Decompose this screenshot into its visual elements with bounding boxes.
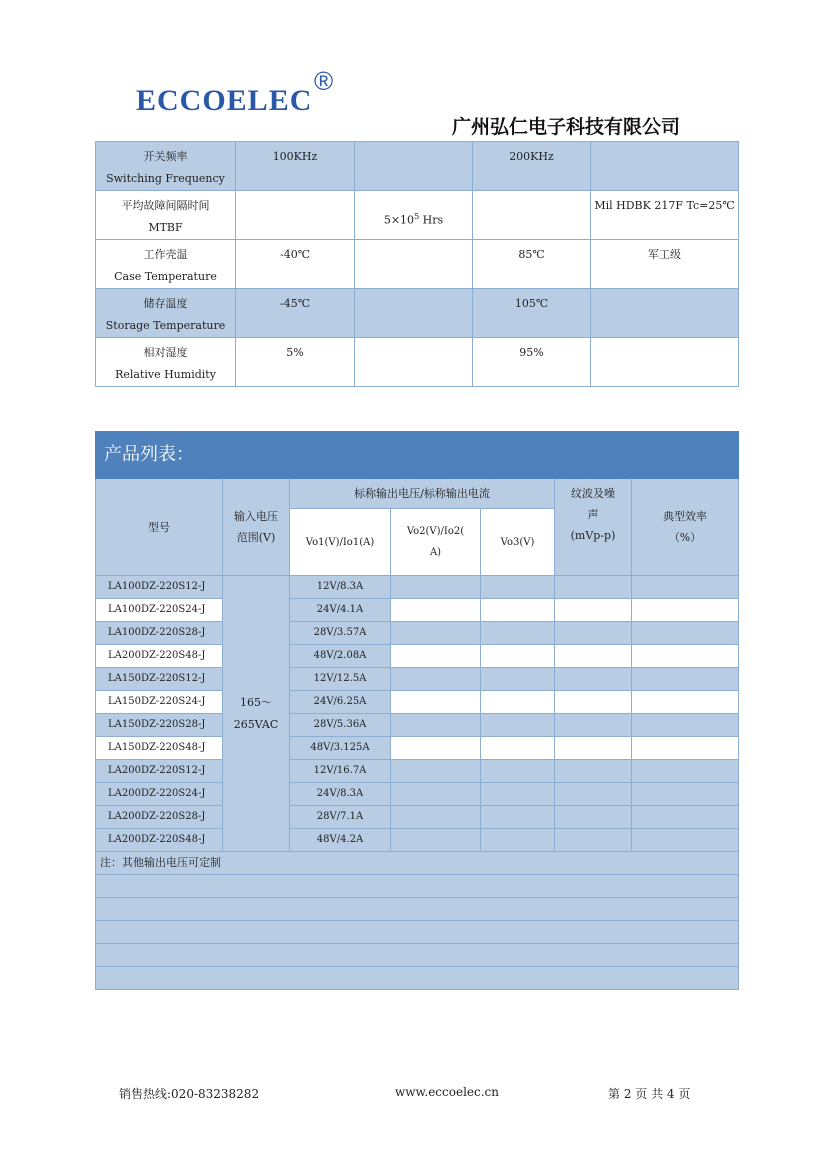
- vo3-cell: [481, 829, 555, 852]
- efficiency-cell: [632, 645, 739, 668]
- header-vo1: Vo1(V)/Io1(A): [290, 509, 391, 576]
- ripple-cell: [555, 783, 632, 806]
- ripple-cell: [555, 806, 632, 829]
- vo2-cell: [391, 668, 481, 691]
- spec-typ: [355, 338, 473, 387]
- company-name: 广州弘仁电子科技有限公司: [452, 116, 681, 138]
- header-output-group: 标称输出电压/标称输出电流: [290, 479, 555, 509]
- vo1-cell: 24V/6.25A: [290, 691, 391, 714]
- vo3-cell: [481, 691, 555, 714]
- spec-param: 开关频率 Switching Frequency: [96, 142, 236, 191]
- vo2-cell: [391, 783, 481, 806]
- spec-note: [591, 289, 739, 338]
- vo1-cell: 12V/12.5A: [290, 668, 391, 691]
- empty-row: [96, 967, 739, 990]
- table-row: [96, 737, 739, 760]
- model-cell: LA100DZ-220S24-J: [96, 599, 223, 622]
- registered-mark: ®: [314, 66, 334, 96]
- vo3-cell: [481, 714, 555, 737]
- table-row: [96, 714, 739, 737]
- spec-typ: [355, 142, 473, 191]
- table-row: [96, 783, 739, 806]
- table-row: [96, 622, 739, 645]
- spec-row: [96, 338, 739, 387]
- spec-param: 平均故障间隔时间 MTBF: [96, 191, 236, 240]
- spec-max: 85℃: [473, 240, 591, 289]
- vo2-cell: [391, 622, 481, 645]
- empty-row: [96, 875, 739, 898]
- vo3-cell: [481, 737, 555, 760]
- table-row: [96, 668, 739, 691]
- table-row: [96, 760, 739, 783]
- vo2-cell: [391, 576, 481, 599]
- efficiency-cell: [632, 576, 739, 599]
- ripple-cell: [555, 645, 632, 668]
- vo1-cell: 24V/4.1A: [290, 599, 391, 622]
- efficiency-cell: [632, 783, 739, 806]
- product-list-title: 产品列表：: [96, 432, 739, 479]
- table-row: [96, 576, 739, 599]
- model-cell: LA200DZ-220S24-J: [96, 783, 223, 806]
- spec-param: 相对湿度 Relative Humidity: [96, 338, 236, 387]
- model-cell: LA100DZ-220S12-J: [96, 576, 223, 599]
- efficiency-cell: [632, 691, 739, 714]
- vo1-cell: 24V/8.3A: [290, 783, 391, 806]
- model-cell: LA200DZ-220S12-J: [96, 760, 223, 783]
- spec-note: [591, 142, 739, 191]
- spec-max: [473, 191, 591, 240]
- model-cell: LA100DZ-220S28-J: [96, 622, 223, 645]
- spec-note: [591, 338, 739, 387]
- table-row: [96, 599, 739, 622]
- table-row: [96, 829, 739, 852]
- vo2-cell: [391, 714, 481, 737]
- ripple-cell: [555, 714, 632, 737]
- model-cell: LA200DZ-220S28-J: [96, 806, 223, 829]
- page-number: 第 2 页 共 4 页: [608, 1087, 691, 1101]
- ripple-cell: [555, 737, 632, 760]
- vo1-cell: 48V/3.125A: [290, 737, 391, 760]
- product-table: [95, 431, 739, 990]
- spec-note: Mil HDBK 217F Tc=25℃: [591, 191, 739, 240]
- spec-min: 100KHz: [236, 142, 355, 191]
- model-cell: LA150DZ-220S28-J: [96, 714, 223, 737]
- header-vo2: Vo2(V)/Io2( A): [391, 509, 481, 576]
- efficiency-cell: [632, 829, 739, 852]
- vo1-cell: 48V/2.08A: [290, 645, 391, 668]
- efficiency-cell: [632, 622, 739, 645]
- vo2-cell: [391, 806, 481, 829]
- vo2-cell: [391, 599, 481, 622]
- spec-param: 工作壳温 Case Temperature: [96, 240, 236, 289]
- model-cell: LA200DZ-220S48-J: [96, 829, 223, 852]
- spec-min: [236, 191, 355, 240]
- vo2-cell: [391, 645, 481, 668]
- model-cell: LA150DZ-220S48-J: [96, 737, 223, 760]
- header-efficiency: 典型效率 （%）: [632, 479, 739, 576]
- efficiency-cell: [632, 806, 739, 829]
- spec-max: 95%: [473, 338, 591, 387]
- ripple-cell: [555, 691, 632, 714]
- website-link[interactable]: www.eccoelec.cn: [395, 1085, 499, 1099]
- efficiency-cell: [632, 760, 739, 783]
- table-row: [96, 806, 739, 829]
- vo2-cell: [391, 760, 481, 783]
- header-ripple: 纹波及噪 声 (mVp-p): [555, 479, 632, 576]
- ripple-cell: [555, 760, 632, 783]
- header-model: 型号: [96, 479, 223, 576]
- efficiency-cell: [632, 599, 739, 622]
- ripple-cell: [555, 576, 632, 599]
- vo1-cell: 12V/16.7A: [290, 760, 391, 783]
- spec-row: [96, 289, 739, 338]
- vo3-cell: [481, 806, 555, 829]
- vo3-cell: [481, 783, 555, 806]
- table-row: [96, 691, 739, 714]
- spec-row: [96, 142, 739, 191]
- empty-row: [96, 921, 739, 944]
- efficiency-cell: [632, 714, 739, 737]
- table-row: [96, 645, 739, 668]
- vo1-cell: 28V/7.1A: [290, 806, 391, 829]
- spec-row: [96, 191, 739, 240]
- vo2-cell: [391, 829, 481, 852]
- ripple-cell: [555, 668, 632, 691]
- model-cell: LA200DZ-220S48-J: [96, 645, 223, 668]
- vo1-cell: 12V/8.3A: [290, 576, 391, 599]
- vo2-cell: [391, 691, 481, 714]
- ripple-cell: [555, 622, 632, 645]
- spec-max: 200KHz: [473, 142, 591, 191]
- ripple-cell: [555, 599, 632, 622]
- model-cell: LA150DZ-220S24-J: [96, 691, 223, 714]
- header-vo3: Vo3(V): [481, 509, 555, 576]
- empty-row: [96, 898, 739, 921]
- spec-typ: [355, 289, 473, 338]
- vo1-cell: 48V/4.2A: [290, 829, 391, 852]
- empty-row: [96, 944, 739, 967]
- vo1-cell: 28V/3.57A: [290, 622, 391, 645]
- vo3-cell: [481, 622, 555, 645]
- sales-hotline: 销售热线:020-83238282: [119, 1087, 260, 1101]
- vo3-cell: [481, 576, 555, 599]
- spec-min: -40℃: [236, 240, 355, 289]
- vo3-cell: [481, 760, 555, 783]
- efficiency-cell: [632, 737, 739, 760]
- spec-row: [96, 240, 739, 289]
- header-input-range: 输入电压 范围(V): [223, 479, 290, 576]
- input-range-cell: 165～ 265VAC: [223, 576, 290, 852]
- spec-min: -45℃: [236, 289, 355, 338]
- spec-note: 军工级: [591, 240, 739, 289]
- spec-typ: $5\times 10^5$ Hrs: [355, 191, 473, 240]
- company-logo: ECCOELEC: [136, 84, 313, 117]
- spec-param: 储存温度 Storage Temperature: [96, 289, 236, 338]
- ripple-cell: [555, 829, 632, 852]
- spec-min: 5%: [236, 338, 355, 387]
- spec-max: 105℃: [473, 289, 591, 338]
- vo3-cell: [481, 645, 555, 668]
- spec-typ: [355, 240, 473, 289]
- spec-table: [95, 141, 739, 387]
- vo3-cell: [481, 599, 555, 622]
- model-cell: LA150DZ-220S12-J: [96, 668, 223, 691]
- vo2-cell: [391, 737, 481, 760]
- vo3-cell: [481, 668, 555, 691]
- vo1-cell: 28V/5.36A: [290, 714, 391, 737]
- efficiency-cell: [632, 668, 739, 691]
- footnote: 注：其他输出电压可定制: [96, 852, 739, 875]
